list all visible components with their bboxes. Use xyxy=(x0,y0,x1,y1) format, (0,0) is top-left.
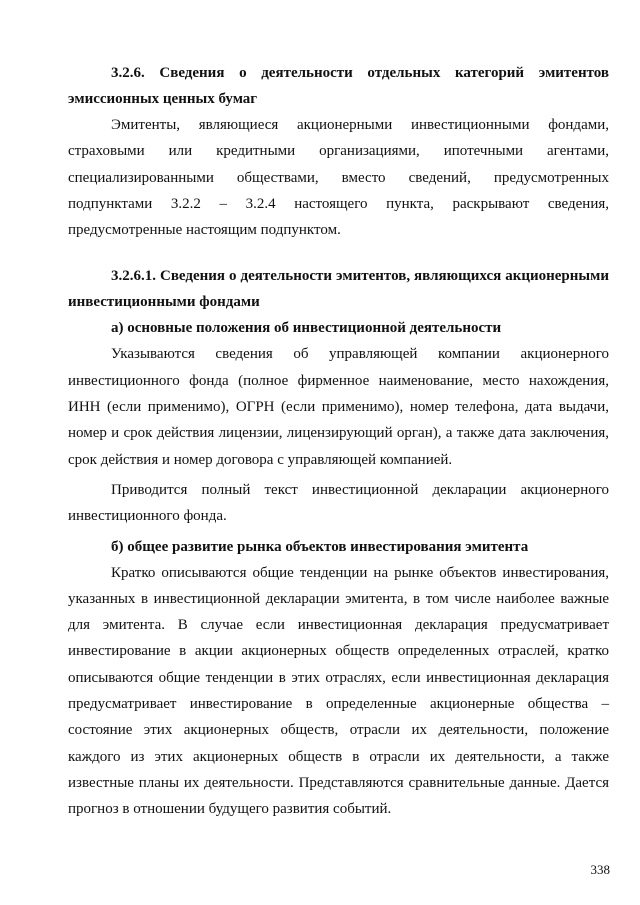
subsection-b-heading: б) общее развитие рынка объектов инвестирования эмитента xyxy=(111,538,529,555)
subsection-a-heading: а) основные положения об инвестиционной деятельности xyxy=(111,320,502,337)
section-3-2-6-paragraph: Эмитенты, являющиеся акционерными инвестиционными фондами, страховыми или кредитными организациями, ипотечными агентами, специализированными обществами, вместо сведений, предусмотренных подпунктами 3.2.2 – 3.2.4 настоящего пункта, раскрывают сведения, предусмотренные настоящим подпунктом. xyxy=(68,117,609,239)
document-page xyxy=(68,60,609,823)
subsection-a-paragraph-1: Указываются сведения об управляющей компании акционерного инвестиционного фонда (полное фирменное наименование, место нахождения, ИНН (если применимо), ОГРН (если применимо), номер телефона, дата выдачи, номер и срок действия лицензии, лицензирующий орган), а также дата заключения, срок действия и номер договора с управляющей компанией. xyxy=(68,346,609,468)
section-spacer xyxy=(68,243,609,263)
subsection-b-paragraph-1: Кратко описываются общие тенденции на рынке объектов инвестирования, указанных в инвестиционной декларации эмитента, в том числе наиболее важные для эмитента. В случае если инвестиционная декларация предусматривает инвестирование в акции акционерных обществ определенных отраслей, кратко описываются общие тенденции в этих отраслях, если инвестиционная декларация предусматривает инвестирование в определенные акционерные общества – состояние этих акционерных обществ, отрасли их деятельности, положение каждого из этих акционерных обществ в отрасли их деятельности, а также известные планы их деятельности. Представляются сравнительные данные. Дается прогноз в отношении будущего развития событий. xyxy=(68,564,609,818)
page-number: 338 xyxy=(590,862,610,877)
subsection-a-paragraph-2: Приводится полный текст инвестиционной декларации акционерного инвестиционного фонда. xyxy=(68,481,609,525)
section-3-2-6-1-heading: 3.2.6.1. Сведения о деятельности эмитентов, являющихся акционерными инвестиционными фондами xyxy=(68,268,609,311)
section-3-2-6-heading: 3.2.6. Сведения о деятельности отдельных категорий эмитентов эмиссионных ценных бумаг xyxy=(68,65,609,107)
